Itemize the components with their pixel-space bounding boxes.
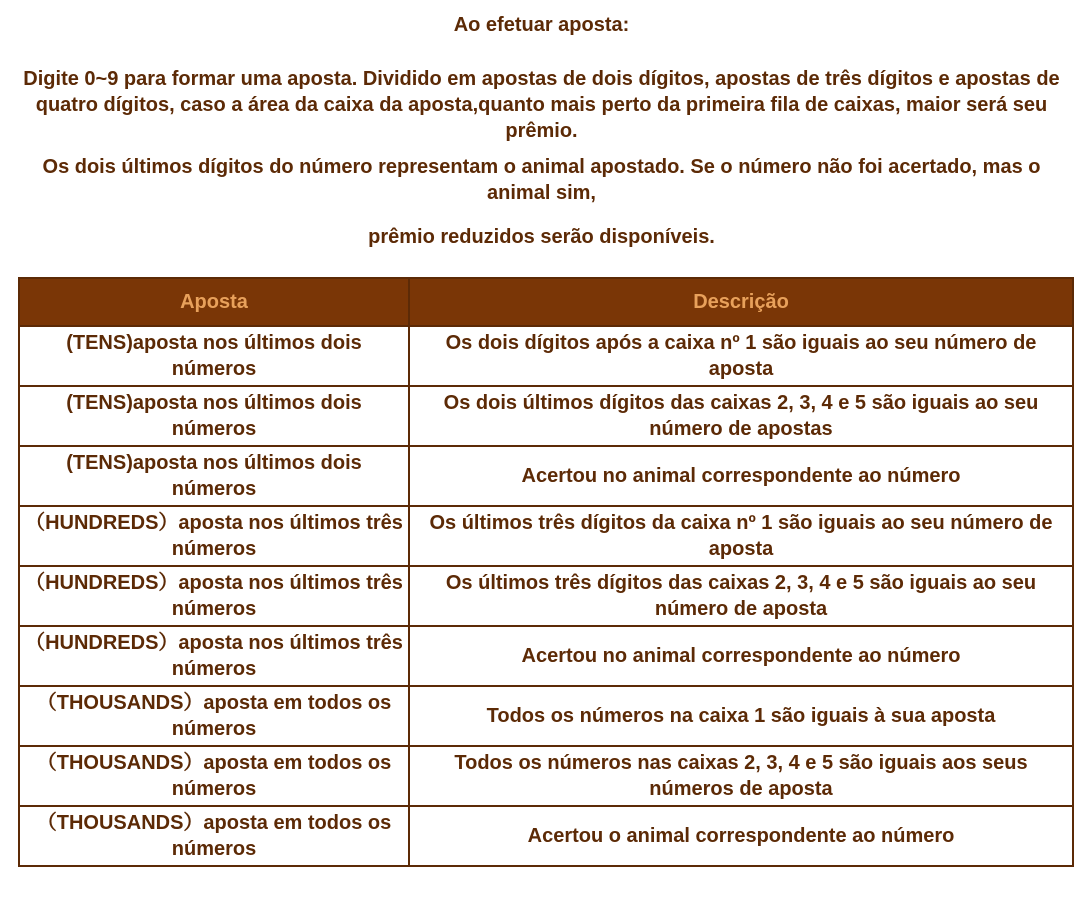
table-header-row xyxy=(19,278,1073,326)
table-row xyxy=(19,566,1073,626)
description-cell: Acertou no animal correspondente ao número xyxy=(409,626,1073,686)
intro-paragraph-digits-text: Digite 0~9 para formar uma aposta. Dividido em apostas de dois dígitos, apostas de três dígitos e apostas de quatro dígitos, caso a área da caixa da aposta,quanto mais perto da primeira fila de caixas, maior será seu prêmio. xyxy=(23,68,1060,142)
description-cell: Acertou no animal correspondente ao número xyxy=(409,446,1073,506)
page-title: Ao efetuar aposta: xyxy=(453,14,630,36)
intro-paragraph-animal xyxy=(0,154,1083,206)
description-cell: Todos os números nas caixas 2, 3, 4 e 5 são iguais aos seus números de aposta xyxy=(409,746,1073,806)
intro-paragraph-reduced-prize: prêmio reduzidos serão disponíveis. xyxy=(368,226,715,248)
bet-cell: （THOUSANDS）aposta em todos os números xyxy=(19,686,409,746)
table-row xyxy=(19,806,1073,866)
intro-paragraph-digits xyxy=(0,66,1083,144)
table-row xyxy=(19,326,1073,386)
header-bet: Aposta xyxy=(19,278,409,326)
bet-cell: (TENS)aposta nos últimos dois números xyxy=(19,326,409,386)
table-row xyxy=(19,686,1073,746)
bet-cell: （HUNDREDS）aposta nos últimos três números xyxy=(19,566,409,626)
description-cell: Os últimos três dígitos das caixas 2, 3, 4 e 5 são iguais ao seu número de aposta xyxy=(409,566,1073,626)
bet-rules-table xyxy=(18,277,1074,867)
description-cell: Todos os números na caixa 1 são iguais à sua aposta xyxy=(409,686,1073,746)
table-row xyxy=(19,626,1073,686)
table-row xyxy=(19,746,1073,806)
table-row xyxy=(19,386,1073,446)
bet-cell: （THOUSANDS）aposta em todos os números xyxy=(19,806,409,866)
description-cell: Os dois dígitos após a caixa nº 1 são iguais ao seu número de aposta xyxy=(409,326,1073,386)
description-cell: Os dois últimos dígitos das caixas 2, 3, 4 e 5 são iguais ao seu número de apostas xyxy=(409,386,1073,446)
bet-cell: （THOUSANDS）aposta em todos os números xyxy=(19,746,409,806)
bet-cell: (TENS)aposta nos últimos dois números xyxy=(19,386,409,446)
header-description: Descrição xyxy=(409,278,1073,326)
bet-cell: (TENS)aposta nos últimos dois números xyxy=(19,446,409,506)
bet-cell: （HUNDREDS）aposta nos últimos três números xyxy=(19,506,409,566)
table-row xyxy=(19,506,1073,566)
table-row xyxy=(19,446,1073,506)
bet-cell: （HUNDREDS）aposta nos últimos três números xyxy=(19,626,409,686)
description-cell: Acertou o animal correspondente ao número xyxy=(409,806,1073,866)
description-cell: Os últimos três dígitos da caixa nº 1 são iguais ao seu número de aposta xyxy=(409,506,1073,566)
intro-paragraph-animal-text: Os dois últimos dígitos do número representam o animal apostado. Se o número não foi acertado, mas o animal sim, xyxy=(42,156,1041,204)
